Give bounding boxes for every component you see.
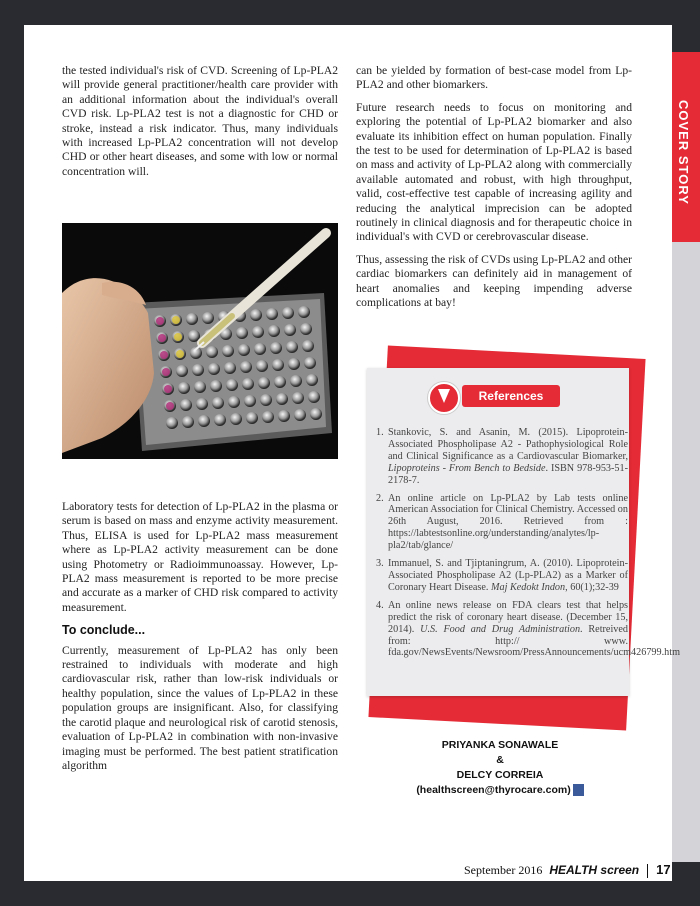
references-title: References — [462, 385, 560, 407]
section-heading: To conclude... — [62, 623, 146, 638]
magazine-name: HEALTH screen — [549, 863, 640, 877]
author-block — [400, 738, 600, 798]
page-footer — [464, 862, 671, 878]
body-paragraph: the tested individual's risk of CVD. Screening of Lp-PLA2 will provide general practitioner/health care provider with an additional information about the individual's overall CVD risk. Lp-PLA2 test is not a diagnostic for CHD or stroke, instead a risk indicator. Thus, many individuals with increased Lp-PLA2 concentration will not develop CHD or other heart diseases, and some with low or normal concentration will. — [62, 64, 338, 178]
end-mark-icon — [573, 784, 584, 796]
author-name: PRIYANKA SONAWALE — [441, 739, 559, 751]
body-paragraph: Future research needs to focus on monitoring and exploring the potential of Lp-PLA2 biomarker and also evaluate its inhibition effect on human population. Finally the test to be used for determination of Lp-PLA2 is based on mass and activity of Lp-PLA2 along with commercially available automated and robust, with high throughput, valid, cost-effective test capable of increasing agility and reducing the analytical imprecision can be adopted routinely in clinical diagnosis and for therapeutic choice in individual's with CVD or cerebrovascular disease. — [356, 100, 632, 244]
references-list — [376, 427, 681, 665]
section-tab — [672, 52, 700, 242]
body-paragraph: Currently, measurement of Lp-PLA2 has only been restrained to individuals with moderate and high cardiovascular risk, rather than low-risk individuals or healthy population, since the values of Lp-PLA2 in these population groups are insignificant. Also, for classifying the carotid plaque and neurological risk of carotid stenosis, evaluation of Lp-PLA2 in combination with non-invasive imaging must be performed. The best patient stratification algorithm — [62, 643, 338, 772]
issue-date: September 2016 — [464, 863, 543, 877]
pipette-plate-illustration — [62, 223, 338, 459]
reference-item: 4. An online news release on FDA clears test that helps predict the risk of coronary heart disease. (December 15, 2014). U.S. Food and Drug Administration. Retreived from: http:// www. fda.gov/NewsEvents/Newsroom/PressAnnouncements/ucm426799.htm — [376, 599, 681, 659]
author-separator: & — [496, 754, 504, 766]
lab-photo — [62, 223, 338, 459]
body-paragraph: can be yielded by formation of best-case model from Lp-PLA2 and other biomarkers. — [356, 64, 632, 92]
author-email[interactable]: (healthscreen@thyrocare.com) — [416, 784, 571, 796]
body-paragraph: Thus, assessing the risk of CVDs using Lp-PLA2 and other cardiac biomarkers can definitely aid in management of heart anomalies and keeping impending adverse complications at bay! — [356, 252, 632, 310]
column-2 — [356, 64, 632, 319]
footer-divider — [647, 864, 648, 878]
section-tab-label: COVER STORY — [676, 100, 691, 205]
reference-item: 3. Immanuel, S. and Tjiptaningrum, A. (2010). Lipoprotein-Associated Phospholipase A2 (Lp-PLA2) as a Marker of Coronary Heart Disease. Maj Kedokt Indon, 60(1);32-39 — [376, 558, 628, 593]
body-paragraph: Laboratory tests for detection of Lp-PLA2 in the plasma or serum is based on mass and enzyme activity measurement. Thus, ELISA is used for Lp-PLA2 mass measurement where as Lp-PLA2 activity measurement can be done using Photometry or Radioimmunoassay. However, Lp-PLA2 mass measurement is reported to be more precise and accurate as a marker of CHD risk compared to activity measurement. — [62, 500, 338, 614]
reference-item: 2. An online article on Lp-PLA2 by Lab tests online American Association for Clinical Chemistry. Accessed on 26th August, 2016. Retrieved from : https://labtestsonline.org/understanding/analytes/lp-pla2/tab/glance/ — [376, 492, 628, 552]
download-arrow-icon — [428, 382, 460, 414]
column-1-bottom — [62, 500, 338, 781]
author-name: DELCY CORREIA — [456, 769, 544, 781]
page-number: 17 — [656, 862, 671, 877]
reference-item: 1. Stankovic, S. and Asanin, M. (2015). Lipoprotein-Associated Phospholipase A2 - Pathophysiological Role and Clinical Significance as a Cardiovascular Biomarker, Lipoproteins - From Bench to Bedside. ISBN 978-953-51-2178-7. — [376, 427, 628, 486]
side-strip — [672, 242, 700, 862]
author-email-line — [400, 783, 600, 798]
column-1-top — [62, 64, 338, 187]
